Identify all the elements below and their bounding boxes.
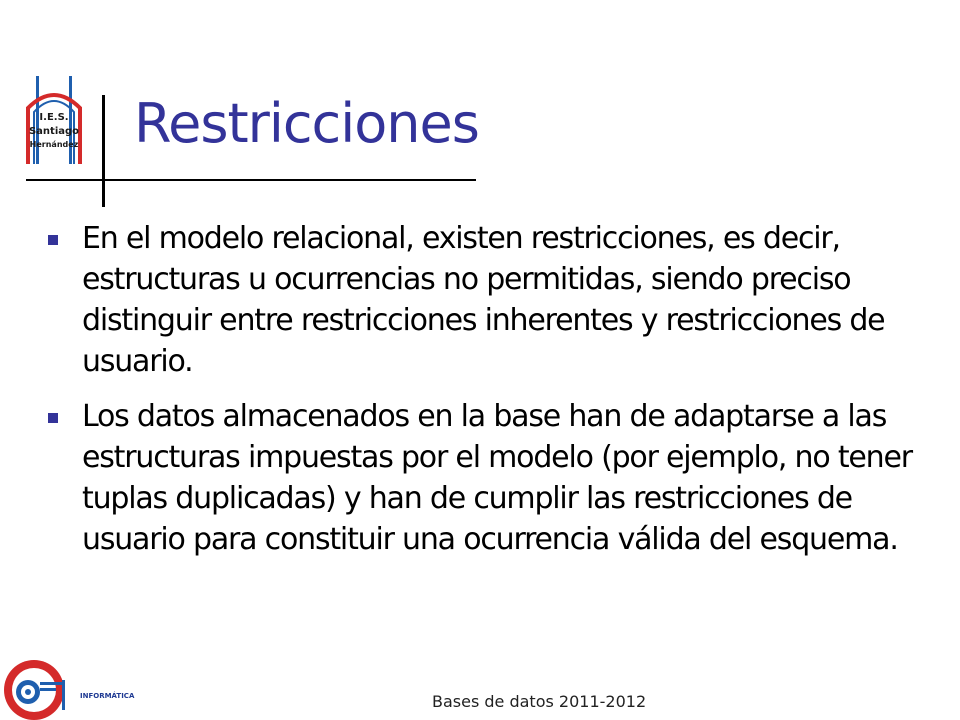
school-logo [22, 74, 86, 170]
logo-line-santiago: Santiago [28, 126, 80, 137]
vertical-rule [102, 95, 105, 207]
slide-footer: Bases de datos 2011-2012 [432, 692, 647, 711]
bullet-item [40, 218, 940, 382]
slide-title: Restricciones [134, 92, 479, 155]
bullet-text: En el modelo relacional, existen restricciones, es decir, estructuras u ocurrencias no permitidas, siendo preciso distinguir entre restricciones inherentes y restricciones de usuario. [82, 221, 885, 379]
informatica-label: INFORMÁTICA [80, 692, 135, 700]
informatica-logo-icon [0, 652, 80, 720]
square-bullet-icon [48, 413, 58, 423]
bullet-list [40, 218, 940, 574]
square-bullet-icon [48, 235, 58, 245]
bullet-item [40, 396, 940, 560]
logo-line-ies: I.E.S. [39, 112, 69, 123]
logo-line-hernandez: Hernández [29, 140, 79, 149]
bullet-text: Los datos almacenados en la base han de adaptarse a las estructuras impuestas por el modelo (por ejemplo, no tener tuplas duplicadas) y han de cumplir las restricciones de usuario para constituir una ocurrencia válida del esquema. [82, 399, 912, 557]
horizontal-rule [26, 179, 476, 181]
informatica-logo [0, 652, 135, 720]
